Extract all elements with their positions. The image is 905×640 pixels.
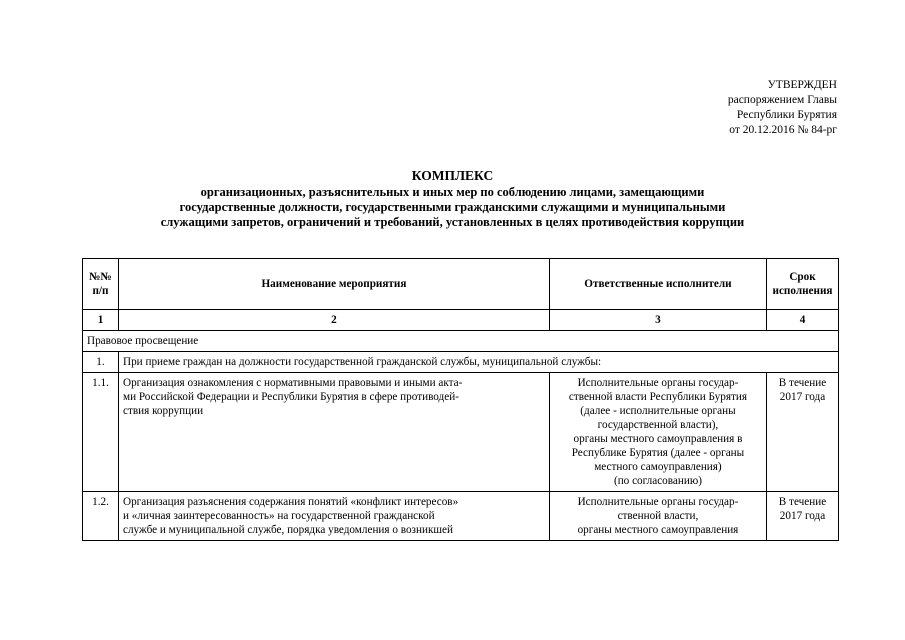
column-number: 2 [119, 310, 550, 331]
column-number: 3 [549, 310, 766, 331]
deadline-line: В течение [778, 496, 827, 508]
responsible-executors [549, 492, 766, 541]
row-text: При приеме граждан на должности государственной гражданской службы, муниципальной службы: [119, 352, 839, 373]
section-title: Правовое просвещение [83, 331, 839, 352]
measure-name [119, 373, 550, 492]
measure-name-line: и «личная заинтересованность» на государственной гражданской [123, 510, 435, 522]
approval-stamp [728, 78, 837, 138]
column-number: 1 [83, 310, 119, 331]
responsible-line: Исполнительные органы государ- [577, 496, 739, 508]
row-number: 1. [83, 352, 119, 373]
responsible-line: (по согласованию) [613, 475, 702, 487]
title-main: КОМПЛЕКС [411, 168, 494, 183]
header-name: Наименование мероприятия [119, 259, 550, 310]
responsible-line: (далее - исполнительные органы [580, 405, 736, 417]
responsible-line: Исполнительные органы государ- [577, 377, 739, 389]
document-title [0, 168, 905, 230]
header-deadline [766, 259, 838, 310]
responsible-line: местного самоуправления) [594, 461, 722, 473]
responsible-line: государственной власти), [597, 419, 719, 431]
deadline-line: 2017 года [779, 391, 826, 403]
responsible-line: Республике Бурятия (далее - органы [571, 447, 745, 459]
approval-status: УТВЕРЖДЕН [767, 79, 837, 91]
header-number-line: п/п [92, 285, 109, 297]
deadline [766, 373, 838, 492]
responsible-executors [549, 373, 766, 492]
responsible-line: органы местного самоуправления в [573, 433, 743, 445]
approval-order: распоряжением Главы [727, 94, 837, 106]
responsible-line: ственной власти, [617, 510, 699, 522]
responsible-line: органы местного самоуправления [577, 524, 739, 536]
table-row [83, 352, 839, 373]
title-line: государственные должности, государственными гражданскими служащими и муниципальными [179, 200, 726, 214]
approval-authority: Республики Бурятия [736, 109, 837, 121]
measure-name-line: службе и муниципальной службе, порядка уведомления о возникшей [123, 524, 453, 536]
table-row [83, 492, 839, 541]
header-deadline-line: Срок [789, 271, 816, 283]
title-line: служащими запретов, ограничений и требований, установленных в целях противодействия коррупции [160, 215, 745, 229]
row-number: 1.1. [83, 373, 119, 492]
measure-name-line: ствия коррупции [123, 405, 204, 417]
column-number-row [83, 310, 839, 331]
header-number [83, 259, 119, 310]
measures-table [82, 258, 839, 541]
measure-name [119, 492, 550, 541]
table-row [83, 373, 839, 492]
title-line: организационных, разъяснительных и иных мер по соблюдению лицами, замещающими [200, 185, 705, 199]
header-deadline-line: исполнения [772, 285, 833, 297]
page-bottom-margin [0, 566, 905, 640]
approval-date: от 20.12.2016 № 84-рг [729, 124, 837, 136]
deadline [766, 492, 838, 541]
measure-name-line: ми Российской Федерации и Республики Бурятия в сфере противодей- [123, 391, 459, 403]
measure-name-line: Организация разъяснения содержания понятий «конфликт интересов» [123, 496, 459, 508]
column-number: 4 [766, 310, 838, 331]
deadline-line: 2017 года [779, 510, 826, 522]
row-number: 1.2. [83, 492, 119, 541]
header-number-line: №№ [89, 271, 112, 283]
deadline-line: В течение [778, 377, 827, 389]
header-responsible: Ответственные исполнители [549, 259, 766, 310]
table-header-row [83, 259, 839, 310]
measure-name-line: Организация ознакомления с нормативными правовыми и иными акта- [123, 377, 463, 389]
responsible-line: ственной власти Республики Бурятия [568, 391, 748, 403]
section-row [83, 331, 839, 352]
